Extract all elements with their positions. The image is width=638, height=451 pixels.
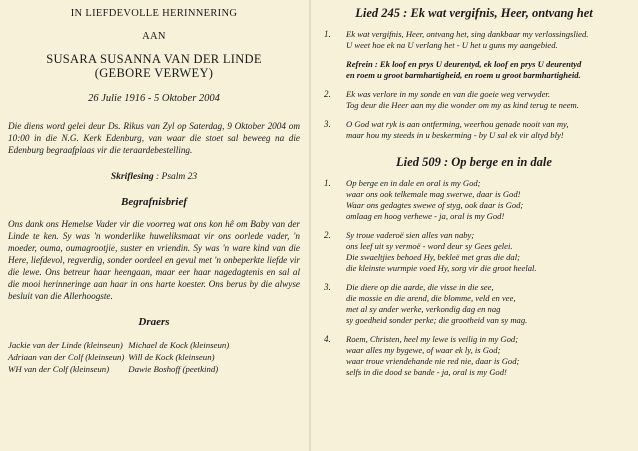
verse-line: omlaag en hoog verhewe - ja, oral is my God! xyxy=(346,211,505,221)
scripture-label: Skriflesing xyxy=(110,172,154,182)
table-row xyxy=(8,364,233,376)
verse-number: 2. xyxy=(324,230,331,240)
refrain-line: Refrein : Ek loof en prys U deurentyd, ek loof en prys U deurentyd xyxy=(346,59,582,69)
verse-line: Op berge en in dale en oral is my God; xyxy=(346,178,481,188)
song2-verse xyxy=(318,178,630,222)
verse-text xyxy=(346,119,630,141)
verse-line: waar troue vriendehande nie red nie, daar is God; xyxy=(346,356,520,366)
verse-line: U weet hoe ek na U verlang het - U het u guns my aangebied. xyxy=(346,40,558,50)
verse-text xyxy=(346,230,630,274)
left-panel xyxy=(8,6,300,376)
verse-text xyxy=(346,29,630,51)
verse-line: maar hou my steeds in u beskerming - by U sal ek vir altyd bly! xyxy=(346,130,564,140)
verse-line: Die diere op die aarde, die visse in die see, xyxy=(346,282,494,292)
verse-number: 3. xyxy=(324,282,331,292)
verse-line: selfs in die dood se bande - ja, oral is my God! xyxy=(346,367,507,377)
verse-line: die mossie en die arend, die blomme, veld en vee, xyxy=(346,293,516,303)
verse-text xyxy=(346,334,630,378)
verse-text xyxy=(346,178,630,222)
verse-text xyxy=(346,282,630,326)
song2-verse xyxy=(318,230,630,274)
table-row xyxy=(8,340,233,352)
funeral-letter-heading: Begrafnisbrief xyxy=(121,196,187,208)
song2-verse xyxy=(318,334,630,378)
song1-title: Lied 245 : Ek wat vergifnis, Heer, ontvang het xyxy=(355,6,593,20)
scripture-reading xyxy=(8,172,300,182)
verse-line: waar alles my bygewe, of waar ek ly, is God; xyxy=(346,345,501,355)
bearer-name: Dawie Boshoff (peetkind) xyxy=(128,364,219,374)
song2-title: Lied 509 : Op berge en in dale xyxy=(396,155,552,169)
bearer-name: Jackie van der Linde (kleinseun) xyxy=(8,340,123,350)
verse-text xyxy=(346,89,630,111)
verse-line: Ek was verlore in my sonde en van die goeie weg verwyder. xyxy=(346,89,550,99)
song2-verse xyxy=(318,282,630,326)
verse-line: Roem, Christen, heel my lewe is veilig in my God; xyxy=(346,334,519,344)
aan-label: AAN xyxy=(142,31,166,42)
bearer-name: WH van der Colf (kleinseun) xyxy=(8,364,110,374)
verse-line: Die swaeltjies behoed Hy, bekleë met gras die dal; xyxy=(346,252,520,262)
table-row xyxy=(8,352,233,364)
verse-line: sy goedheid sonder perke; die grootheid van sy mag. xyxy=(346,315,528,325)
scripture-value: : Psalm 23 xyxy=(155,172,198,182)
bearers-table xyxy=(8,340,233,376)
verse-line: Waar ons gedagtes swewe of styg, ook daar is God; xyxy=(346,200,524,210)
verse-line: Ek wat vergifnis, Heer, ontvang het, sing dankbaar my verlossingslied. xyxy=(346,29,589,39)
song1-verse xyxy=(318,89,630,111)
deceased-name: SUSARA SUSANNA VAN DER LINDE xyxy=(46,52,262,66)
verse-number: 2. xyxy=(324,89,331,99)
verse-line: Tog deur die Heer aan my die wonder om my as kind terug te neem. xyxy=(346,100,579,110)
bearer-name: Will de Kock (kleinseun) xyxy=(128,352,215,362)
verse-number: 3. xyxy=(324,119,331,129)
maiden-name: (GEBORE VERWEY) xyxy=(94,66,214,80)
verse-line: met al sy ander werke, verkondig dag en nag xyxy=(346,304,501,314)
funeral-letter-text: Ons dank ons Hemelse Vader vir die voorreg wat ons kon hê om Baby van der Linde te ken. Sy was 'n wonderlike huweliksmaat vir ons oorlede vader, 'n moeder, ouma, oumagrootjie, suster en vriendin. Sy was 'n ware kind van die Here, liefdevol, regverdig, sonder oordeel en gevul met 'n onbeperkte liefde vir die lewe. Ons betreur haar heengaan, maar eer haar nagedagtenis en sal al die mooi herinneringe aan haar in ons harte koester. Ons berus by die alwyse besluit van die Allerhoogste. xyxy=(8,219,300,301)
verse-line: waar ons ook telkemale mag swerwe, daar is God! xyxy=(346,189,521,199)
verse-line: O God wat ryk is aan ontferming, weerhou genade nooit van my, xyxy=(346,119,569,129)
verse-line: die kleinste wurmpie voed Hy, sorg vir die groot heelal. xyxy=(346,263,537,273)
song1-verse xyxy=(318,29,630,51)
verse-number: 1. xyxy=(324,178,331,188)
verse-line: ons leef uit sy vermoë - word deur sy Gees gelei. xyxy=(346,241,513,251)
bearer-name: Michael de Kock (kleinseun) xyxy=(128,340,230,350)
bearers-heading: Draers xyxy=(138,316,170,328)
refrain-line: en roem u groot barmhartigheid, en roem u groot barmhartigheid. xyxy=(346,70,581,80)
memoriam-heading: IN LIEFDEVOLLE HERINNERING xyxy=(70,8,238,19)
song1-refrain xyxy=(346,59,630,81)
life-dates: 26 Julie 1916 - 5 Oktober 2004 xyxy=(88,93,220,104)
bearer-name: Adriaan van der Colf (kleinseun) xyxy=(8,352,125,362)
page-fold-divider xyxy=(309,0,311,451)
right-panel xyxy=(318,6,630,386)
verse-number: 4. xyxy=(324,334,331,344)
verse-number: 1. xyxy=(324,29,331,39)
song1-verse xyxy=(318,119,630,141)
verse-line: Sy troue vaderoë sien alles van naby; xyxy=(346,230,475,240)
service-details: Die diens word gelei deur Ds. Rikus van Zyl op Saterdag, 9 Oktober 2004 om 10:00 in die N.G. Kerk Edenburg, van waar die stoet sal beweeg na die Edenburg begraafplaas vir die teraardebestelling. xyxy=(8,121,300,155)
